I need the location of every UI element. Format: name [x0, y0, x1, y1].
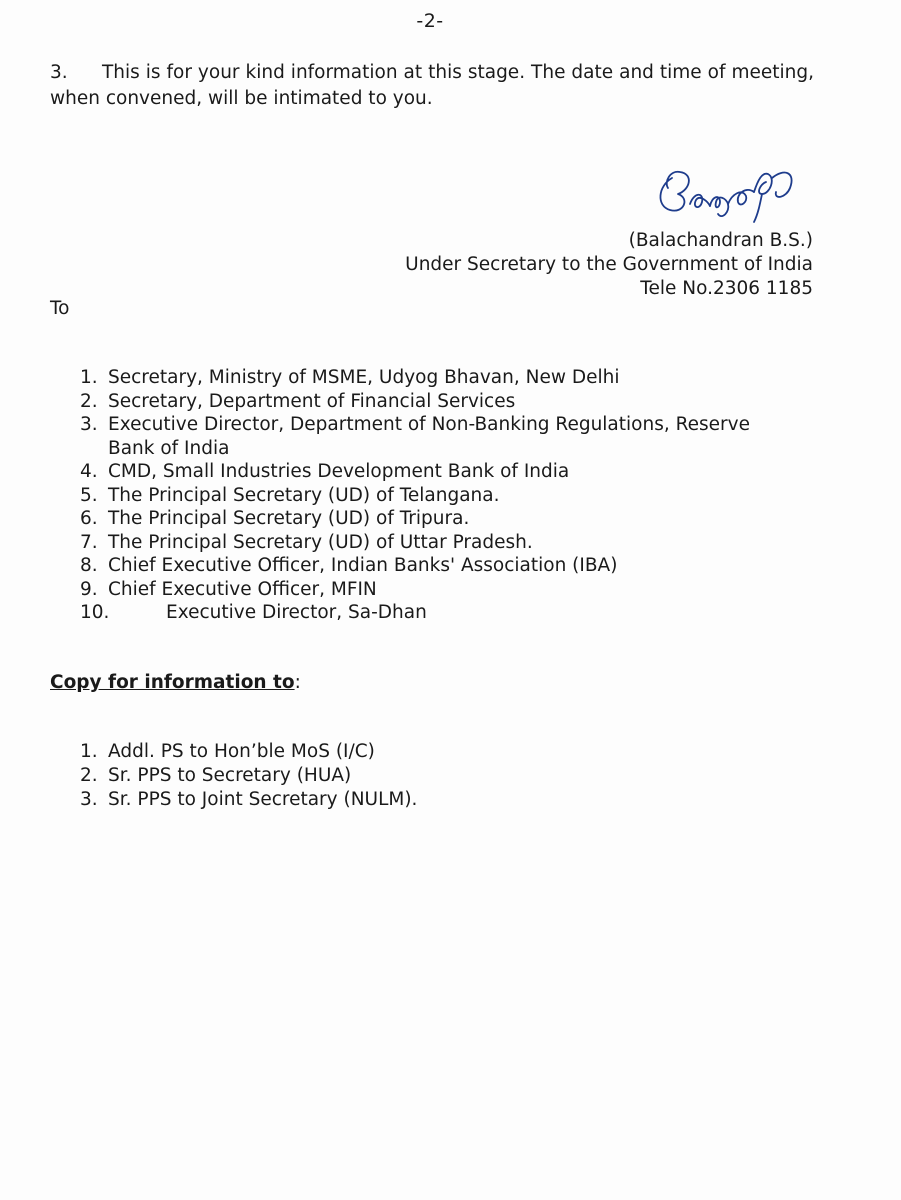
list-item: [80, 578, 800, 602]
item-text: Chief Executive Officer, MFIN: [108, 578, 377, 600]
item-number: 3.: [80, 414, 98, 435]
item-number: 5.: [80, 484, 98, 506]
item-text: Sr. PPS to Secretary (HUA): [108, 765, 352, 786]
item-text: Executive Director, Department of Non-Banking Regulations, Reserve Bank of India: [108, 414, 750, 459]
item-number: 10.: [80, 602, 110, 623]
item-text: Chief Executive Officer, Indian Banks' Association (IBA): [108, 555, 618, 576]
item-text: Secretary, Ministry of MSME, Udyog Bhavan, New Delhi: [108, 367, 620, 388]
copy-heading-colon: :: [294, 672, 301, 693]
copy-heading: [50, 672, 301, 693]
signatory-designation: Under Secretary to the Government of India: [405, 254, 813, 275]
addressee-list: [80, 366, 800, 625]
list-item: [80, 764, 680, 788]
paragraph-text: This is for your kind information at this stage. The date and time of meeting, when convened, will be intimated to you.: [50, 62, 814, 109]
item-number: 2.: [80, 765, 98, 786]
signature-block: [405, 229, 813, 301]
list-item: [80, 390, 800, 414]
page-number: -2-: [416, 10, 444, 32]
handwritten-signature: [650, 158, 800, 230]
list-item: [80, 413, 800, 460]
item-text: The Principal Secretary (UD) of Telangana.: [108, 484, 500, 506]
item-number: 8.: [80, 555, 98, 576]
item-number: 9.: [80, 578, 98, 600]
list-item: [80, 740, 680, 764]
item-number: 7.: [80, 531, 98, 553]
item-number: 1.: [80, 367, 98, 388]
list-item: [80, 601, 800, 625]
list-item: [80, 460, 800, 484]
list-item: [80, 366, 800, 390]
to-label: To: [50, 298, 70, 319]
item-number: 4.: [80, 461, 98, 482]
list-item: [80, 531, 800, 555]
item-number: 6.: [80, 508, 98, 529]
list-item: [80, 788, 680, 812]
signatory-telephone: Tele No.2306 1185: [640, 278, 813, 299]
item-text: The Principal Secretary (UD) of Tripura.: [108, 508, 470, 529]
list-item: [80, 507, 800, 531]
list-item: [80, 484, 800, 508]
item-text: CMD, Small Industries Development Bank of India: [108, 461, 570, 482]
item-text: Executive Director, Sa-Dhan: [166, 602, 427, 623]
copy-list: [80, 740, 680, 812]
signatory-name: (Balachandran B.S.): [628, 230, 813, 251]
item-number: 2.: [80, 390, 98, 412]
item-number: 3.: [80, 789, 98, 810]
paragraph-3: [50, 60, 814, 112]
copy-heading-label: Copy for information to: [50, 672, 295, 693]
item-text: The Principal Secretary (UD) of Uttar Pradesh.: [108, 531, 533, 553]
item-text: Secretary, Department of Financial Services: [108, 390, 516, 412]
paragraph-number: 3.: [50, 62, 68, 83]
item-text: Sr. PPS to Joint Secretary (NULM).: [108, 789, 418, 810]
list-item: [80, 554, 800, 578]
item-text: Addl. PS to Hon’ble MoS (I/C): [108, 741, 375, 762]
item-number: 1.: [80, 741, 98, 762]
